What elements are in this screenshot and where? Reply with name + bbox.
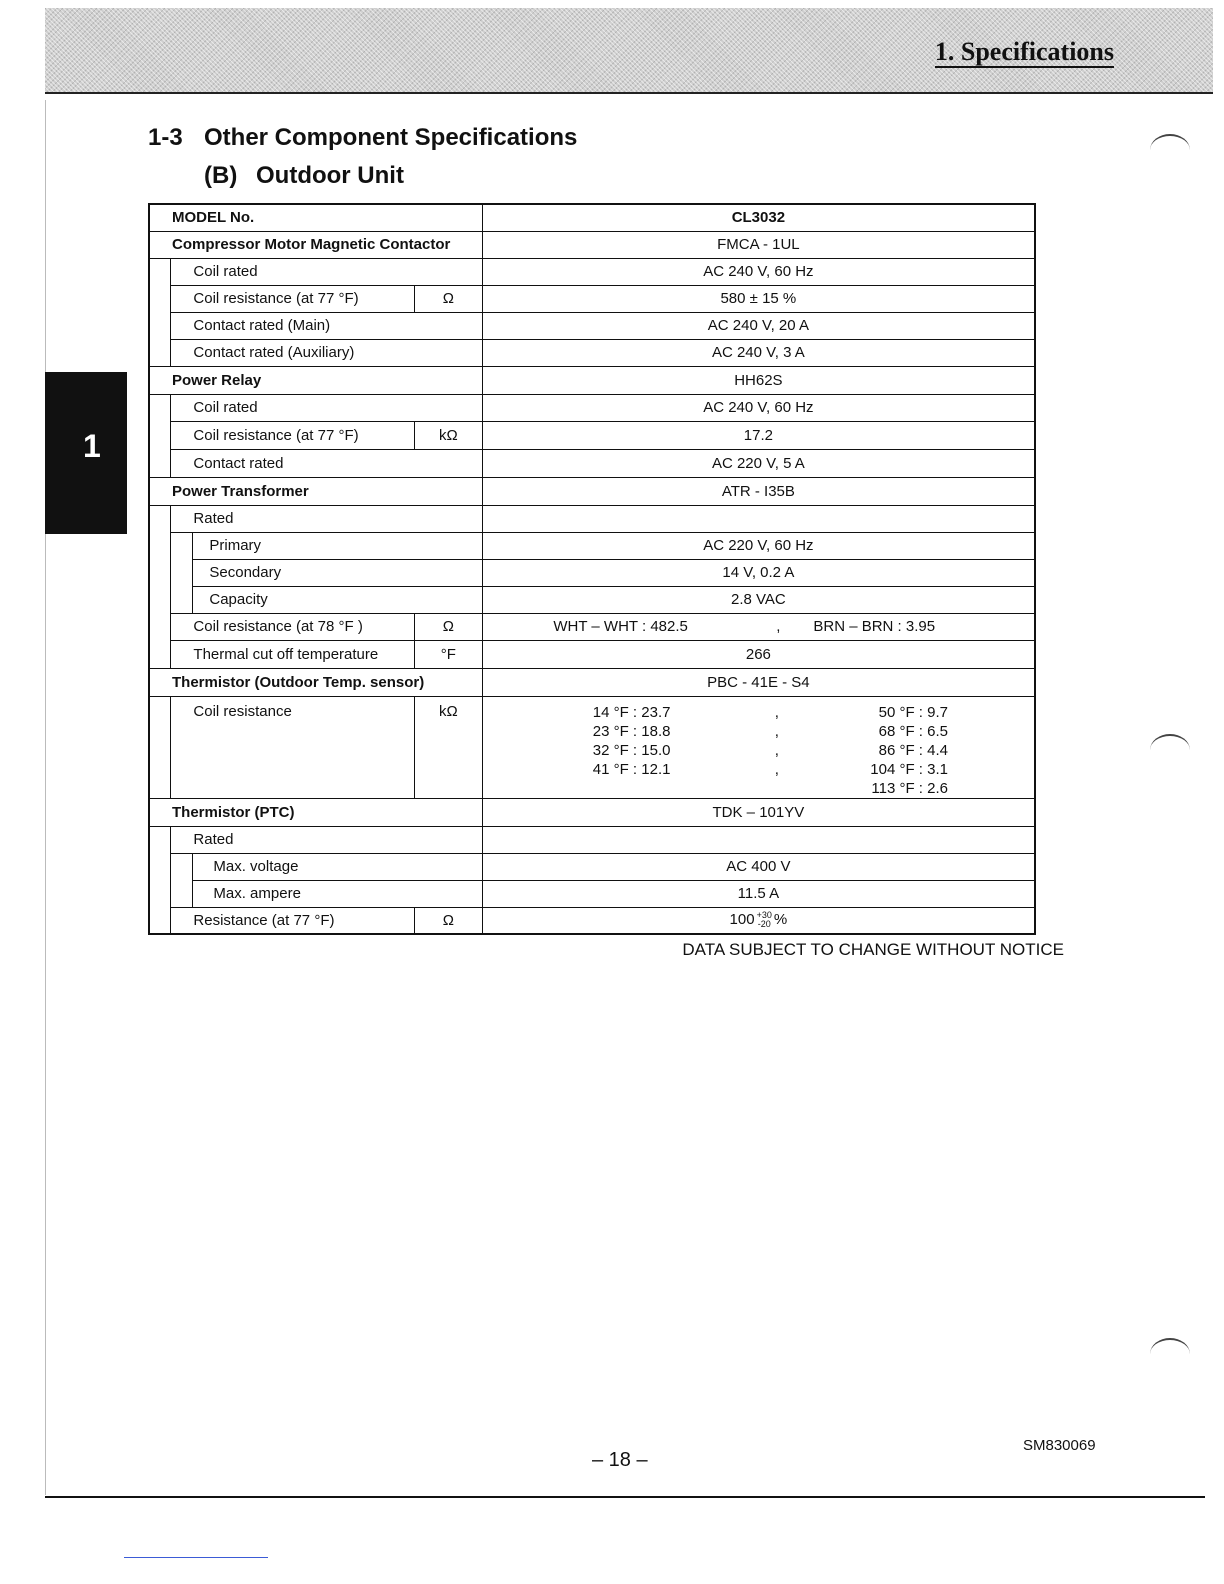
resistance-left-column [593,703,671,779]
footer-rule [45,1496,1205,1498]
row-value [482,613,1035,640]
resistance-separator: , [774,741,779,759]
row-value: AC 400 V [482,853,1035,880]
transformer-label: Power Transformer [149,477,482,505]
table-row [149,339,1035,366]
row-label: Coil resistance (at 77 °F) [171,285,415,312]
chapter-tab [45,372,127,534]
compressor-value: FMCA - 1UL [482,231,1035,258]
subsection-title [204,162,404,190]
row-label: Rated [171,826,482,853]
row-value: 580 ± 15 % [482,285,1035,312]
row-unit: kΩ [414,696,482,798]
blue-underline [124,1557,268,1558]
change-notice: DATA SUBJECT TO CHANGE WITHOUT NOTICE [682,940,1064,959]
row-value [482,907,1035,934]
resistance-curve-cell [482,696,1035,798]
table-row [149,532,1035,559]
table-row [149,613,1035,640]
row-label: Coil resistance (at 77 °F) [171,421,415,449]
transformer-value: ATR - I35B [482,477,1035,505]
table-row [149,285,1035,312]
thermistor-outdoor-value: PBC - 41E - S4 [482,668,1035,696]
section-heading: Other Component Specifications [204,124,578,151]
row-label: Coil rated [171,394,482,421]
row-value: 11.5 A [482,880,1035,907]
compressor-label: Compressor Motor Magnetic Contactor [149,231,482,258]
resistance-separator: , [774,760,779,778]
page-number: – 18 – [592,1449,648,1471]
table-row [149,826,1035,853]
row-label: Contact rated [171,449,482,477]
row-label: Primary [193,532,482,559]
model-label: MODEL No. [149,204,482,231]
power-relay-label: Power Relay [149,366,482,394]
ptc-resistance-value: 100 [729,911,755,929]
thermistor-outdoor-label: Thermistor (Outdoor Temp. sensor) [149,668,482,696]
row-value: AC 240 V, 20 A [482,312,1035,339]
table-row [149,394,1035,421]
table-row [149,366,1035,394]
row-unit: kΩ [414,421,482,449]
binder-hole-mark [1150,134,1190,166]
row-label: Rated [171,505,482,532]
table-row [149,312,1035,339]
resistance-right-column [870,703,948,798]
row-label: Coil resistance [171,696,415,798]
resistance-entry: 113 °F : 2.6 [871,779,948,797]
resistance-entry: 32 °F : 15.0 [592,741,671,759]
section-title [148,124,577,152]
value-separator: , [776,618,781,635]
table-row [149,231,1035,258]
resistance-entry: 104 °F : 3.1 [870,760,948,778]
row-unit: Ω [414,907,482,934]
row-label: Capacity [193,586,482,613]
row-unit: °F [414,640,482,668]
table-row [149,907,1035,934]
row-unit: Ω [414,285,482,312]
subsection-letter: (B) [204,162,238,189]
table-row [149,696,1035,798]
row-label: Contact rated (Auxiliary) [171,339,482,366]
row-value: 14 V, 0.2 A [482,559,1035,586]
resistance-entry: 41 °F : 12.1 [592,760,671,778]
table-row [149,477,1035,505]
power-relay-value: HH62S [482,366,1035,394]
tolerance-plus: +30 [756,910,772,921]
tolerance [757,911,772,929]
table-row [149,204,1035,231]
table-row [149,853,1035,880]
row-label: Max. voltage [193,853,482,880]
resistance-separators [775,703,779,779]
wht-resistance: WHT – WHT : 482.5 [553,618,688,635]
table-row [149,421,1035,449]
row-value: 17.2 [482,421,1035,449]
table-row [149,258,1035,285]
row-label: Max. ampere [193,880,482,907]
spec-table [148,203,1036,935]
chapter-tab-label: 1 [83,428,101,464]
table-row [149,559,1035,586]
row-label: Secondary [193,559,482,586]
row-value: AC 240 V, 3 A [482,339,1035,366]
resistance-entry: 68 °F : 6.5 [878,722,948,740]
left-margin-rule [45,100,46,1495]
row-label: Coil resistance (at 78 °F ) [171,613,415,640]
resistance-entry: 23 °F : 18.8 [592,722,671,740]
thermistor-ptc-value: TDK – 101YV [482,798,1035,826]
resistance-entry: 14 °F : 23.7 [592,703,671,721]
row-label: Thermal cut off temperature [171,640,415,668]
resistance-curve [483,697,1034,797]
table-row [149,880,1035,907]
row-label: Coil rated [171,258,482,285]
brn-resistance: BRN – BRN : 3.95 [813,618,936,635]
document-code: SM830069 [1023,1437,1096,1454]
row-value: AC 240 V, 60 Hz [482,394,1035,421]
row-value: AC 220 V, 5 A [482,449,1035,477]
table-row [149,586,1035,613]
thermistor-ptc-label: Thermistor (PTC) [149,798,482,826]
table-row [149,505,1035,532]
header-title: 1. Specifications [934,37,1114,66]
table-row [149,640,1035,668]
row-value: 2.8 VAC [482,586,1035,613]
table-row [149,668,1035,696]
table-row [149,449,1035,477]
subsection-heading: Outdoor Unit [256,162,404,189]
resistance-separator: , [774,722,779,740]
row-label: Resistance (at 77 °F) [171,907,415,934]
tolerance-minus: -20 [757,919,771,930]
section-number: 1-3 [148,124,183,151]
ptc-resistance-unit: % [773,911,788,929]
binder-hole-mark [1150,734,1190,766]
row-value: AC 220 V, 60 Hz [482,532,1035,559]
row-value: AC 240 V, 60 Hz [482,258,1035,285]
resistance-separator: , [774,703,779,721]
table-row [149,798,1035,826]
resistance-entry: 50 °F : 9.7 [878,703,948,721]
row-unit: Ω [414,613,482,640]
row-label: Contact rated (Main) [171,312,482,339]
resistance-entry: 86 °F : 4.4 [878,741,948,759]
row-value: 266 [482,640,1035,668]
model-value: CL3032 [482,204,1035,231]
binder-hole-mark [1150,1338,1190,1370]
